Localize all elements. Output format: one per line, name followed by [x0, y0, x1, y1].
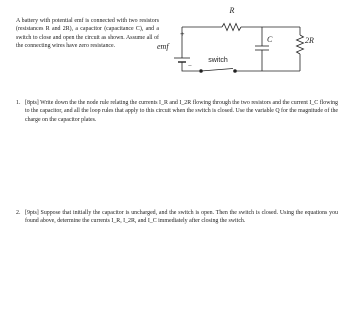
label-c: C — [267, 35, 273, 44]
label-2r: 2R — [305, 36, 314, 45]
question-1 — [16, 99, 338, 124]
problem-intro: A battery with potential emf is connected with two resistors (resistances R and 2R), a capacitor (capacitance C), and a switch to close and open the circuit as shown. Assume all of the connecting wires have zero resistance. — [16, 18, 159, 49]
resistor-2r — [297, 35, 304, 54]
label-emf: emf — [157, 42, 169, 51]
question-2-number: 2. — [16, 210, 21, 216]
label-minus: − — [188, 62, 192, 70]
question-1-number: 1. — [16, 100, 21, 106]
label-plus: + — [180, 30, 185, 39]
switch-blade — [201, 69, 233, 72]
question-2-text: [9pts] Suppose that initially the capacitor is uncharged, and the switch is open. Then the switch is closed. Using the equations you found above, determine the currents I_R, I_2R, and I_C immediately after closing the switch. — [25, 210, 338, 225]
label-r: R — [229, 6, 235, 15]
question-1-text: [8pts] Write down the the node rule relating the currents I_R and I_2R flowing through the two resistors and the current I_C flowing to the capacitor, and all the loop rules that apply to this circuit when the switch is closed. Use the variable Q for the magnitude of the charge on the capacitor plates. — [25, 100, 338, 123]
question-2 — [16, 209, 338, 226]
label-switch: switch — [208, 57, 228, 64]
resistor-r — [222, 24, 241, 31]
switch-contact-right — [234, 70, 237, 73]
